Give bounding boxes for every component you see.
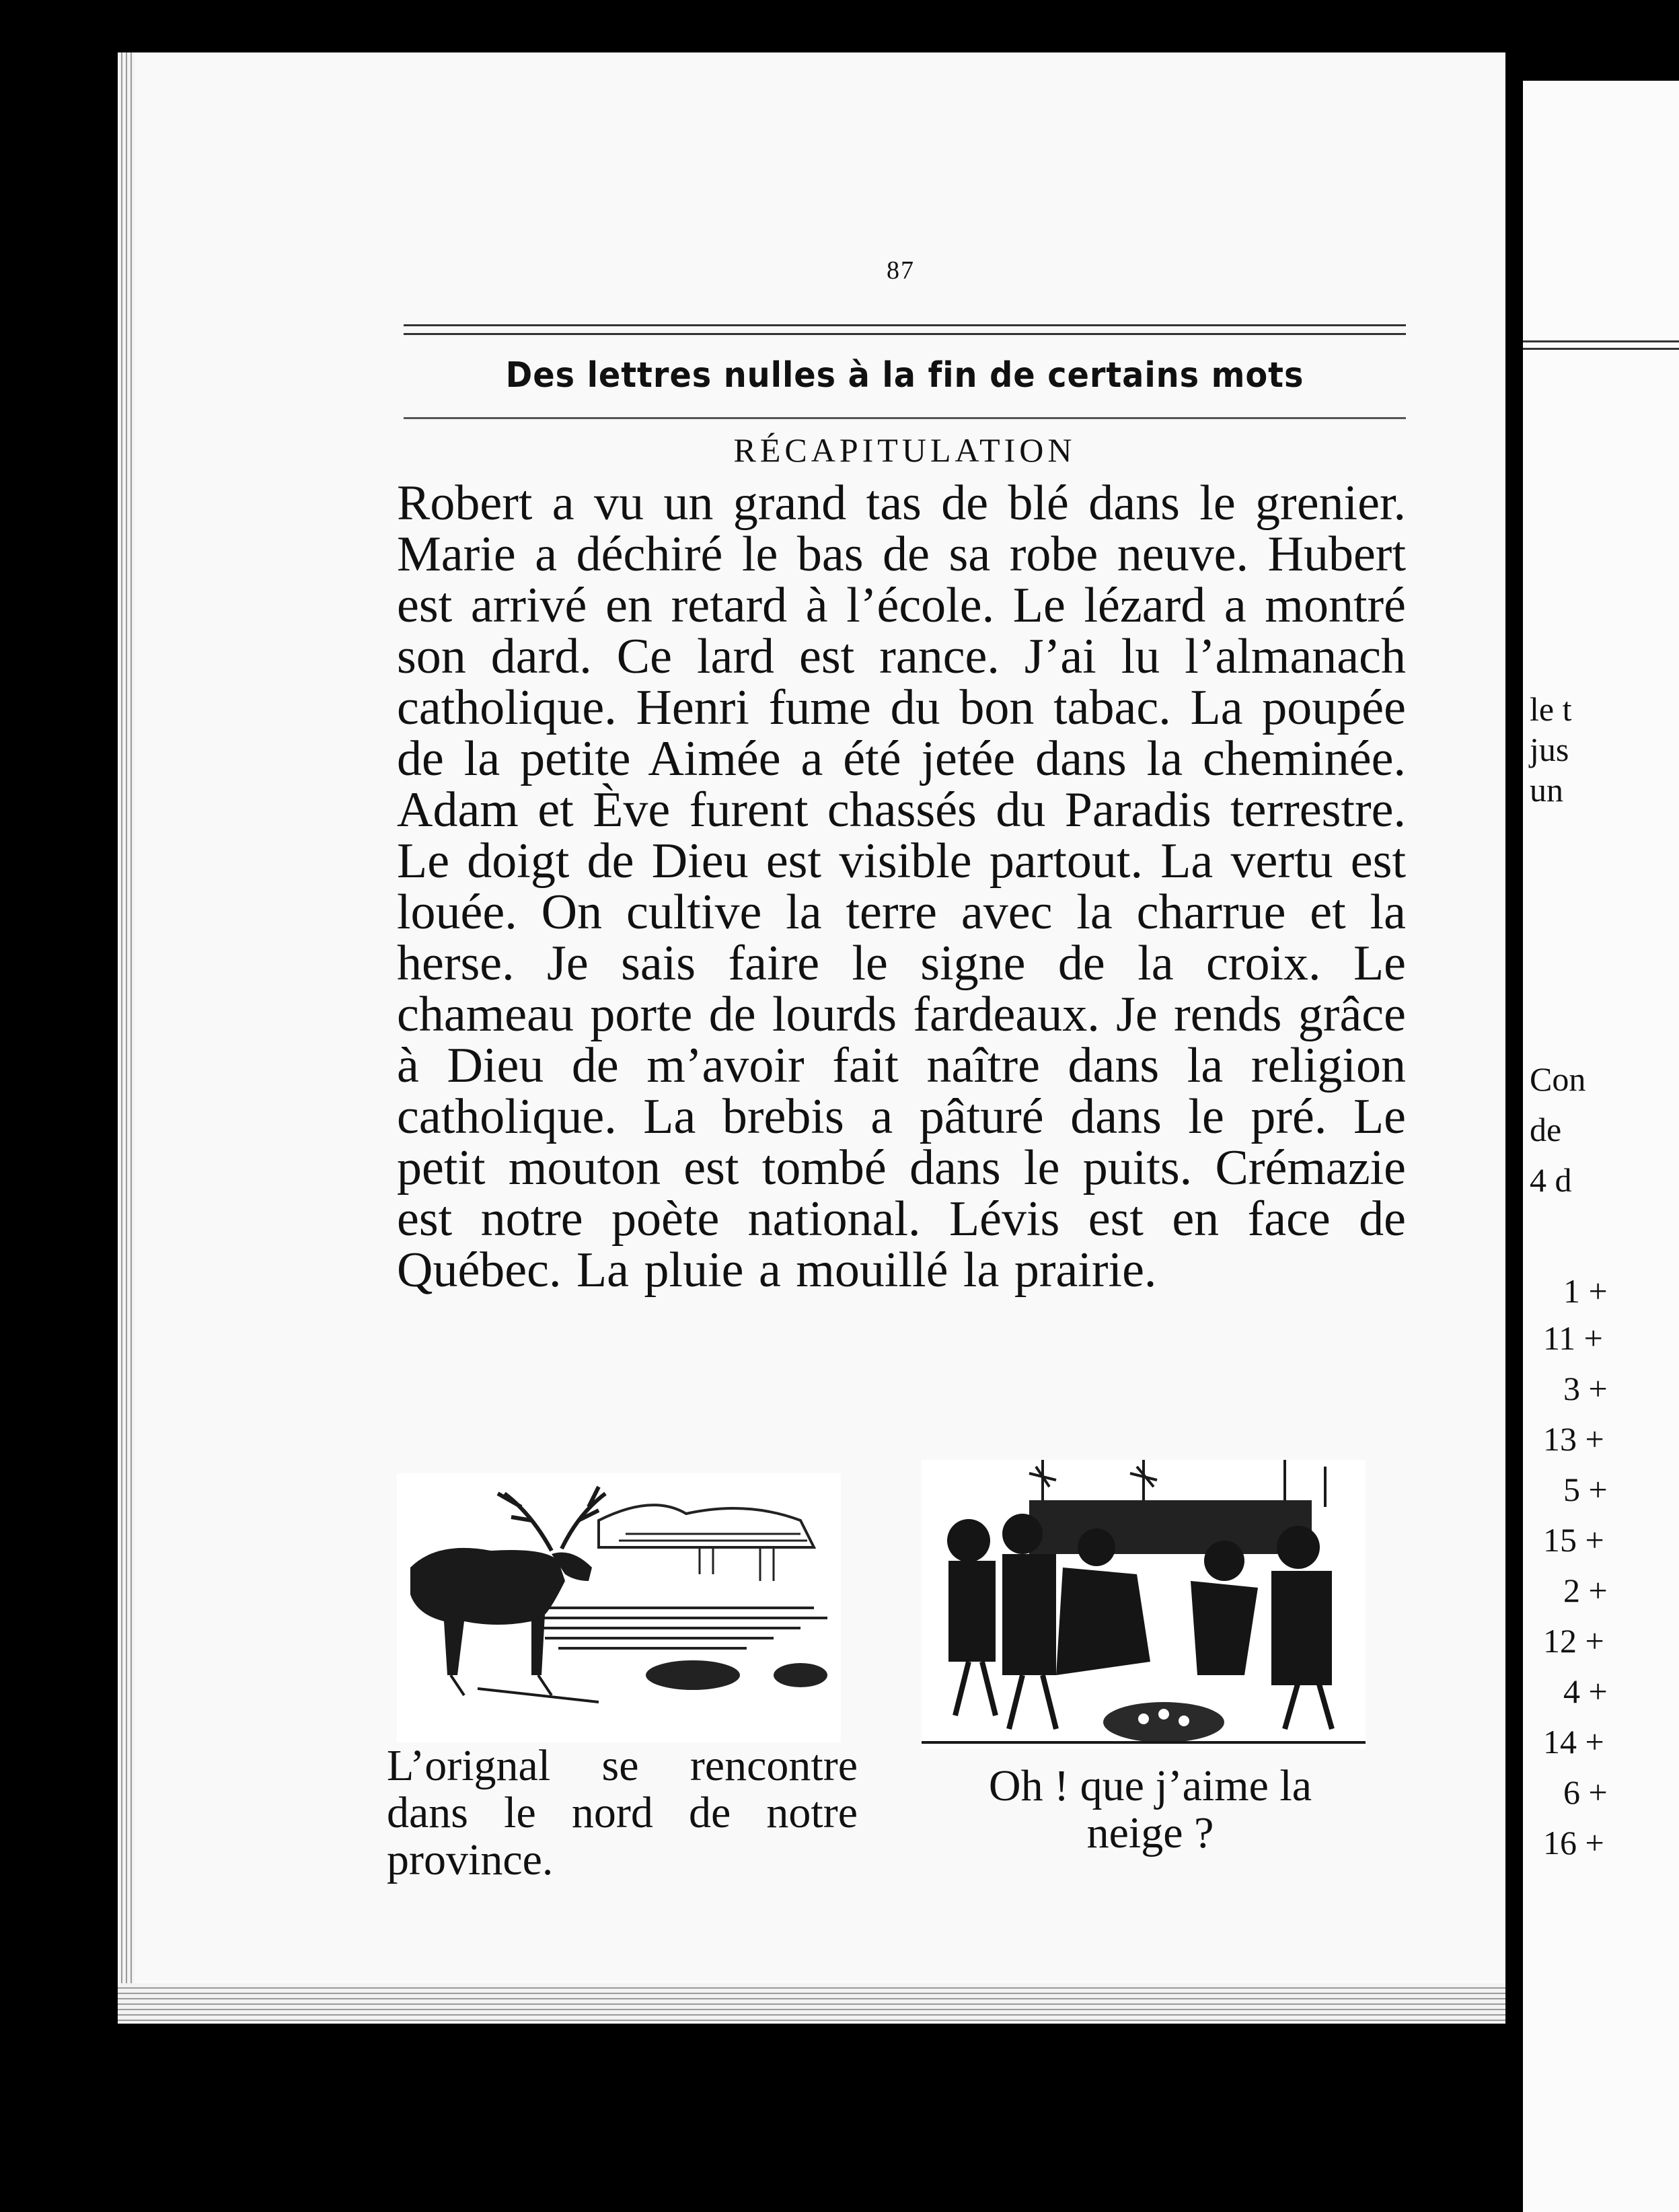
facing-sum-item: 5 + <box>1563 1471 1608 1508</box>
book-bottom-edges <box>118 1983 1510 2024</box>
moose-illustration <box>397 1473 841 1742</box>
facing-text-line: le t <box>1530 690 1572 728</box>
page-number: 87 <box>887 256 915 285</box>
facing-sum-item: 11 + <box>1543 1319 1603 1357</box>
facing-sum-item: 6 + <box>1563 1773 1608 1811</box>
subtitle: RÉCAPITULATION <box>733 431 1076 469</box>
facing-text-line: de <box>1530 1111 1562 1148</box>
header-double-rule <box>404 324 1406 335</box>
book-gutter <box>1505 81 1523 2052</box>
facing-sum-item: 4 + <box>1563 1672 1608 1710</box>
title-underline <box>404 417 1406 419</box>
reading-passage: Robert a vu un grand tas de blé dans le grenier. Marie a déchiré le bas de sa robe neuve. Hubert est arrivé en retard à l’école. Le lézard a montré son dard. Ce lard est rance. J’ai lu l’almanach catholique. Henri fume du bon tabac. La poupée de la petite Aimée a été jetée dans la cheminée. Adam et Ève furent chassés du Paradis terrestre. Le doigt de Dieu est visible partout. La vertu est louée. On cultive la terre avec la charrue et la herse. Je sais faire le signe de la croix. Le chameau porte de lourds fardeaux. Je rends grâce à Dieu de m’avoir fait naître dans la religion catholique. La brebis a pâturé dans le pré. Le petit mouton est tombé dans le puits. Crémazie est notre poète national. Lévis est en face de Québec. La pluie a mouillé la prairie. <box>397 476 1406 1298</box>
facing-sum-item: 3 + <box>1563 1370 1608 1407</box>
facing-sum-item: 15 + <box>1543 1521 1604 1559</box>
facing-page <box>1523 81 1679 2212</box>
facing-sum-item: 14 + <box>1543 1723 1604 1761</box>
facing-sum-item: 16 + <box>1543 1824 1604 1861</box>
facing-sum-item: 13 + <box>1543 1420 1604 1458</box>
snow-caption: Oh ! que j’aime la neige ? <box>988 1761 1312 1857</box>
facing-page-rule <box>1523 340 1679 350</box>
facing-sum-item: 12 + <box>1543 1622 1604 1660</box>
moose-caption: L’orignal se rencontre dans le nord de notre province. <box>387 1741 858 1884</box>
facing-text-line: Con <box>1530 1060 1586 1098</box>
section-title: Des lettres nulles à la fin de certains mots <box>505 355 1304 396</box>
facing-text-line: jus <box>1530 731 1569 768</box>
facing-sum-item: 1 + <box>1563 1272 1608 1310</box>
facing-text-line: 4 d <box>1530 1161 1572 1199</box>
snow-play-illustration <box>922 1460 1366 1749</box>
facing-sum-item: 2 + <box>1563 1572 1608 1609</box>
facing-text-line: un <box>1530 771 1563 809</box>
